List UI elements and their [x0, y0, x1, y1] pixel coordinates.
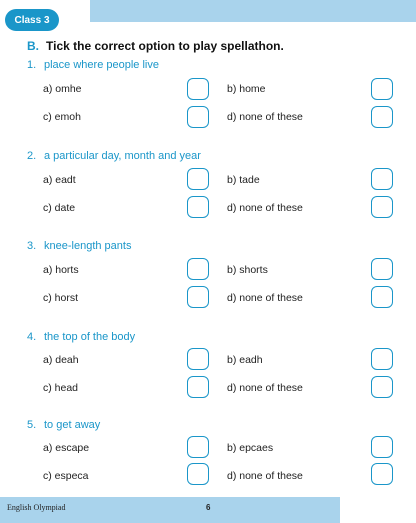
option-c-checkbox[interactable]: [187, 196, 209, 218]
question-number: 1.: [27, 59, 37, 71]
option-c-label: c) especa: [43, 470, 89, 482]
section-instruction: Tick the correct option to play spellathon.: [46, 39, 284, 53]
header-band: [90, 0, 416, 22]
option-c-checkbox[interactable]: [187, 106, 209, 128]
option-d-checkbox[interactable]: [371, 286, 393, 308]
option-a-checkbox[interactable]: [187, 78, 209, 100]
option-a-checkbox[interactable]: [187, 258, 209, 280]
question-number: 3.: [27, 240, 37, 252]
option-c-checkbox[interactable]: [187, 286, 209, 308]
question-2: [27, 150, 201, 162]
question-prompt: a particular day, month and year: [44, 150, 201, 162]
option-a-checkbox[interactable]: [187, 168, 209, 190]
footer-band: [0, 497, 340, 523]
option-d-checkbox[interactable]: [371, 196, 393, 218]
option-b-label: b) home: [227, 83, 266, 95]
option-b-checkbox[interactable]: [371, 168, 393, 190]
option-b-checkbox[interactable]: [371, 78, 393, 100]
option-a-label: a) eadt: [43, 174, 76, 186]
option-a-checkbox[interactable]: [187, 436, 209, 458]
option-b-checkbox[interactable]: [371, 258, 393, 280]
option-c-checkbox[interactable]: [187, 376, 209, 398]
option-d-label: d) none of these: [227, 382, 303, 394]
option-a-label: a) escape: [43, 442, 90, 454]
option-c-checkbox[interactable]: [187, 463, 209, 485]
section-heading: [27, 39, 284, 53]
option-c-label: c) emoh: [43, 111, 81, 123]
question-number: 5.: [27, 419, 37, 431]
option-c-label: c) head: [43, 382, 79, 394]
option-d-checkbox[interactable]: [371, 106, 393, 128]
footer-title: English Olympiad: [7, 503, 66, 512]
option-c-label: c) horst: [43, 292, 79, 304]
option-d-label: d) none of these: [227, 111, 303, 123]
option-b-label: b) tade: [227, 174, 260, 186]
option-d-label: d) none of these: [227, 470, 303, 482]
option-a-label: a) omhe: [43, 83, 82, 95]
option-d-label: d) none of these: [227, 292, 303, 304]
option-a-label: a) deah: [43, 354, 79, 366]
question-prompt: knee-length pants: [44, 240, 132, 252]
option-d-label: d) none of these: [227, 202, 303, 214]
option-b-label: b) eadh: [227, 354, 263, 366]
section-letter: B.: [27, 39, 39, 53]
question-4: [27, 331, 135, 343]
question-prompt: the top of the body: [44, 331, 136, 343]
question-number: 4.: [27, 331, 37, 343]
option-b-label: b) shorts: [227, 264, 268, 276]
question-5: [27, 419, 100, 431]
option-b-label: b) epcaes: [227, 442, 274, 454]
question-3: [27, 240, 131, 252]
option-b-checkbox[interactable]: [371, 348, 393, 370]
option-b-checkbox[interactable]: [371, 436, 393, 458]
question-1: [27, 59, 159, 71]
option-d-checkbox[interactable]: [371, 463, 393, 485]
option-a-checkbox[interactable]: [187, 348, 209, 370]
option-a-label: a) horts: [43, 264, 79, 276]
question-prompt: place where people live: [44, 59, 159, 71]
question-number: 2.: [27, 150, 37, 162]
question-prompt: to get away: [44, 419, 101, 431]
option-d-checkbox[interactable]: [371, 376, 393, 398]
class-badge: Class 3: [5, 9, 59, 31]
option-c-label: c) date: [43, 202, 76, 214]
page-number: 6: [206, 503, 211, 512]
